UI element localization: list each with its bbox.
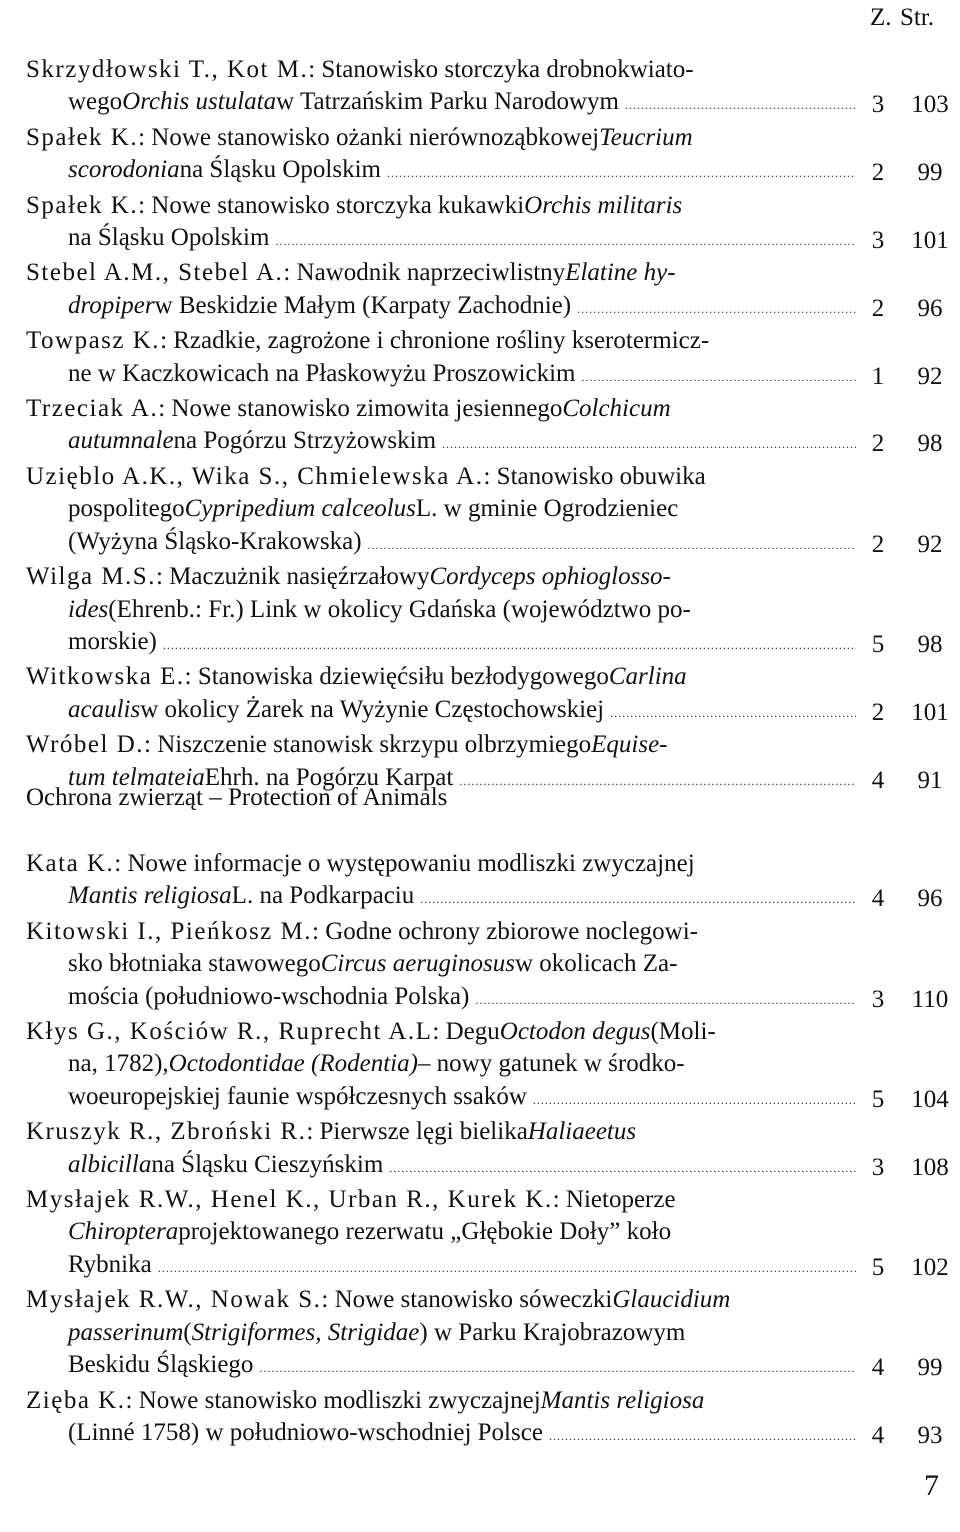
toc-entry [26, 1016, 960, 1116]
entry-title-part: : Degu [432, 1018, 500, 1046]
entry-page: 101 [911, 698, 949, 726]
entry-line [26, 154, 856, 189]
entry-title-part: Strigiformes, Strigidae [191, 1318, 420, 1346]
entry-title-part: : Godne ochrony zbiorowe noclegowi- [312, 917, 698, 945]
entry-issue: 3 [871, 91, 885, 119]
entry-title-part: : Rzadkie, zagrożone i chronione rośliny kserotermicz- [160, 327, 710, 355]
dot-leader [387, 157, 856, 189]
entry-title-part: ides [68, 595, 109, 623]
entry-authors: Skrzydłowski T., Kot M. [26, 56, 309, 83]
entry-line [26, 948, 856, 980]
entry-title-part: morskie) [68, 627, 157, 655]
entry-title-part: ) w Parku Krajobrazowym [419, 1318, 686, 1346]
toc-entry [26, 1284, 960, 1384]
entry-line [26, 425, 856, 460]
entry-page: 102 [911, 1253, 949, 1281]
entry-issue: 5 [871, 1085, 885, 1113]
entry-page: 99 [917, 1354, 943, 1382]
entry-line [26, 661, 856, 693]
dot-leader [533, 1084, 856, 1116]
entry-title-part: w Beskidzie Małym (Karpaty Zachodnie) [154, 291, 572, 319]
entry-title-part: albicilla [68, 1150, 152, 1178]
issue-column-header: Z. [870, 4, 892, 31]
entry-authors: Wróbel D. [26, 731, 145, 759]
entry-title-part: L. w gminie Ogrodzieniec [415, 495, 679, 523]
entry-title-part: : Nowe stanowisko zimowita jesiennego [158, 395, 563, 423]
entry-title-part: : Maczużnik nasięźrzałowy [155, 563, 430, 591]
entry-line [26, 461, 856, 493]
dot-leader [275, 225, 856, 257]
entry-title-part: w okolicach Za- [514, 950, 678, 978]
toc-entry [26, 561, 960, 661]
toc-entry [26, 190, 960, 258]
entry-title-part: L. na Podkarpaciu [231, 882, 415, 910]
entry-line [26, 561, 856, 593]
entry-text [26, 461, 856, 561]
entry-page: 92 [917, 530, 943, 558]
entry-title-part: Beskidu Śląskiego [68, 1351, 254, 1379]
entry-line [26, 190, 856, 222]
entry-page: 110 [911, 985, 949, 1013]
entry-line [26, 1417, 856, 1452]
entry-title-part: Chiroptera [68, 1218, 179, 1246]
toc-entry [26, 916, 960, 1016]
entry-issue: 2 [871, 530, 885, 558]
entry-authors: Zięba K. [26, 1386, 126, 1414]
entry-line [26, 290, 856, 325]
entry-line [26, 325, 856, 357]
entry-title-part: : Nowe informacje o występowaniu modliszki zwyczajnej [114, 850, 695, 877]
entry-title-part: sko błotniaka stawowego [68, 950, 321, 978]
dot-leader [368, 529, 856, 561]
dot-leader [582, 361, 857, 393]
entry-line [26, 1317, 856, 1349]
entry-authors: Wilga M.S. [26, 563, 156, 591]
entry-line [26, 526, 856, 561]
entry-title-part: acaulis [68, 695, 141, 723]
dot-leader [158, 1252, 856, 1284]
entry-line [26, 1149, 856, 1184]
toc-entry [26, 122, 960, 190]
entry-issue: 3 [871, 227, 885, 255]
entry-title-part: w Tatrzańskim Parku Narodowym [276, 88, 619, 116]
entry-text [26, 1385, 856, 1453]
entry-text [26, 661, 856, 729]
entry-title-part: passerinum [68, 1318, 184, 1346]
entry-page: 98 [917, 630, 943, 658]
entry-title-part: (Linné 1758) w południowo-wschodniej Polsce [68, 1418, 543, 1446]
dot-leader [459, 765, 856, 797]
entry-line [26, 493, 856, 525]
entry-page: 108 [911, 1153, 949, 1181]
entry-text [26, 1016, 856, 1116]
entry-title-part: Haliaeetus [527, 1118, 637, 1146]
dot-leader [610, 697, 856, 729]
dot-leader [389, 1152, 856, 1184]
entry-line [26, 86, 856, 121]
entry-issue: 4 [871, 1421, 885, 1449]
entry-title-part: w okolicy Żarek na Wyżynie Częstochowskiej [140, 695, 605, 723]
entry-line [26, 358, 856, 393]
entry-title-part: Circus aeruginosus [320, 950, 515, 978]
entry-issue: 5 [871, 1253, 885, 1281]
entry-title-part: Cypripedium calceolus [184, 495, 416, 523]
entry-issue: 2 [871, 698, 885, 726]
toc-entry [26, 393, 960, 461]
entry-line [26, 1349, 856, 1384]
entry-line [26, 1216, 856, 1248]
entry-line [26, 626, 856, 661]
entry-text [26, 190, 856, 258]
entry-title-part: autumnale [68, 427, 174, 455]
entry-title-part: : Nowe stanowisko sóweczki [321, 1286, 613, 1314]
entry-line [26, 1184, 856, 1216]
entry-line [26, 1385, 856, 1417]
entry-title-part: mościa (południowo-wschodnia Polska) [68, 982, 470, 1010]
dot-leader [163, 629, 856, 661]
entry-line [26, 694, 856, 729]
entry-text [26, 1284, 856, 1384]
entry-title-part: scorodonia [68, 156, 180, 184]
entry-authors: Kitowski I., Pieńkosz M. [26, 917, 312, 945]
entry-line [26, 222, 856, 257]
entry-issue: 4 [871, 766, 885, 794]
entry-line [26, 54, 856, 86]
toc-list-animals [26, 848, 960, 1452]
dot-leader [577, 293, 856, 325]
entry-authors: Towpasz K. [26, 327, 161, 355]
entry-issue: 5 [871, 630, 885, 658]
entry-title-part: na Śląsku Opolskim [68, 224, 270, 252]
entry-title-part: Cordyceps ophioglosso- [429, 563, 671, 591]
entry-line [26, 1116, 856, 1148]
entry-text [26, 122, 856, 190]
entry-title-part: Teucrium [599, 123, 693, 151]
page-column-header: Str. [900, 4, 935, 31]
toc-entry [26, 461, 960, 561]
entry-page: 99 [917, 159, 943, 187]
entry-title-part: : Nowe stanowisko modliszki zwyczajnej [125, 1386, 541, 1414]
entry-title-part: : Pierwsze lęgi bielika [306, 1118, 528, 1146]
entry-authors: Stebel A.M., Stebel A. [26, 259, 284, 287]
entry-authors: Mysłajek R.W., Nowak S. [26, 1286, 322, 1314]
entry-line [26, 1284, 856, 1316]
entry-title-part: (Wyżyna Śląsko-Krakowska) [68, 527, 362, 555]
entry-title-part: projektowanego rezerwatu „Głębokie Doły” koło [178, 1218, 672, 1246]
entry-text [26, 1184, 856, 1284]
dot-leader [420, 883, 856, 915]
entry-title-part: : Nietoperze [552, 1186, 676, 1214]
entry-text [26, 1116, 856, 1184]
entry-title-part: Elatine hy- [565, 259, 676, 287]
entry-line [26, 981, 856, 1016]
dot-leader [625, 89, 856, 121]
toc-entry [26, 54, 960, 122]
entry-title-part: wego [68, 88, 123, 116]
toc-entry [26, 848, 960, 916]
entry-title-part: Octodontidae (Rodentia) [168, 1050, 418, 1078]
entry-line [26, 122, 856, 154]
entry-page: 98 [917, 430, 943, 458]
entry-text [26, 257, 856, 325]
entry-line [26, 916, 856, 948]
page-number: 7 [924, 1469, 939, 1502]
entry-authors: Kłys G., Kościów R., Ruprecht A.L [26, 1018, 433, 1046]
entry-title-part: Ehrh. na Pogórzu Karpat [204, 763, 454, 791]
entry-page: 103 [911, 91, 949, 119]
entry-title-part: Equise- [591, 731, 668, 759]
entry-title-part: : Nowe stanowisko ożanki nierównoząbkowej [138, 123, 600, 151]
entry-text [26, 916, 856, 1016]
toc-entry [26, 1116, 960, 1184]
entry-title-part: : Stanowisko storczyka drobnokwiato- [308, 56, 694, 83]
entry-title-part: : Stanowisko obuwika [483, 462, 706, 490]
entry-authors: Trzeciak A. [26, 395, 159, 423]
entry-issue: 2 [871, 159, 885, 187]
entry-title-part: na Pogórzu Strzyżowskim [173, 427, 437, 455]
entry-title-part: Rybnika [68, 1250, 152, 1278]
dot-leader [259, 1352, 856, 1384]
entry-title-part: : Niszczenie stanowisk skrzypu olbrzymiego [144, 731, 592, 759]
entry-title-part: dropiper [68, 291, 155, 319]
entry-text [26, 393, 856, 461]
entry-authors: Spałek K. [26, 123, 139, 151]
dot-leader [475, 984, 856, 1016]
entry-title-part: woeuropejskiej faunie współczesnych ssaków [68, 1082, 527, 1110]
entry-line [26, 1016, 856, 1048]
dot-leader [549, 1420, 856, 1452]
toc-entry [26, 257, 960, 325]
entry-authors: Kata K. [26, 850, 115, 877]
entry-issue: 2 [871, 294, 885, 322]
entry-text [26, 848, 856, 916]
entry-authors: Witkowska E. [26, 663, 185, 691]
entry-title-part: Octodon degus [499, 1018, 651, 1046]
entry-authors: Uzięblo A.K., Wika S., Chmielewska A. [26, 462, 484, 490]
entry-line [26, 729, 856, 761]
entry-title-part: na Śląsku Opolskim [179, 156, 381, 184]
entry-line [26, 1249, 856, 1284]
entry-line [26, 1048, 856, 1080]
toc-entry [26, 661, 960, 729]
entry-authors: Mysłajek R.W., Henel K., Urban R., Kurek K. [26, 1186, 553, 1214]
entry-line [26, 880, 856, 915]
entry-title-part: Glaucidium [612, 1286, 731, 1314]
entry-title-part: Carlina [608, 663, 687, 691]
entry-title-part: Orchis militaris [524, 191, 683, 219]
entry-title-part: (Moli- [650, 1018, 716, 1046]
entry-page: 96 [917, 885, 943, 913]
entry-issue: 3 [871, 985, 885, 1013]
entry-title-part: – nowy gatunek w środko- [417, 1050, 685, 1078]
entry-title-part: Mantis religiosa [68, 882, 232, 910]
entry-issue: 4 [871, 1354, 885, 1382]
entry-authors: Spałek K. [26, 191, 139, 219]
entry-page: 93 [917, 1421, 943, 1449]
entry-title-part: (Ehrenb.: Fr.) Link w okolicy Gdańska (województwo po- [108, 595, 691, 623]
toc-entry [26, 1184, 960, 1284]
entry-title-part: na, 1782), [68, 1050, 169, 1078]
entry-issue: 3 [871, 1153, 885, 1181]
entry-text [26, 561, 856, 661]
entry-title-part: Colchicum [562, 395, 671, 423]
entry-title-part: Orchis ustulata [122, 88, 277, 116]
section-title: Ochrona zwierząt – Protection of Animals [26, 784, 448, 811]
entry-title-part: pospolitego [68, 495, 185, 523]
entry-authors: Kruszyk R., Zbroński R. [26, 1118, 307, 1146]
entry-title-part: : Nawodnik naprzeciwlistny [283, 259, 566, 287]
entry-issue: 4 [871, 885, 885, 913]
entry-title-part: tum telmateia [68, 763, 205, 791]
entry-line [26, 594, 856, 626]
entry-title-part: : Nowe stanowisko storczyka kukawki [138, 191, 525, 219]
entry-line [26, 257, 856, 289]
toc-list-plants [26, 54, 960, 797]
entry-line [26, 1081, 856, 1116]
dot-leader [442, 428, 856, 460]
entry-page: 91 [917, 766, 943, 794]
entry-title-part: ( [183, 1318, 192, 1346]
entry-title-part: na Śląsku Cieszyńskim [151, 1150, 384, 1178]
entry-title-part: : Stanowiska dziewięćsiłu bezłodygowego [184, 663, 609, 691]
entry-text [26, 54, 856, 122]
entry-page: 96 [917, 294, 943, 322]
entry-page: 92 [917, 362, 943, 390]
toc-entry [26, 1385, 960, 1453]
entry-line [26, 393, 856, 425]
entry-page: 104 [911, 1085, 949, 1113]
entry-text [26, 325, 856, 393]
entry-page: 101 [911, 227, 949, 255]
toc-entry [26, 325, 960, 393]
entry-issue: 2 [871, 430, 885, 458]
entry-title-part: Mantis religiosa [540, 1386, 705, 1414]
entry-title-part: ne w Kaczkowicach na Płaskowyżu Proszowickim [68, 359, 576, 387]
entry-line [26, 848, 856, 880]
entry-issue: 1 [871, 362, 885, 390]
